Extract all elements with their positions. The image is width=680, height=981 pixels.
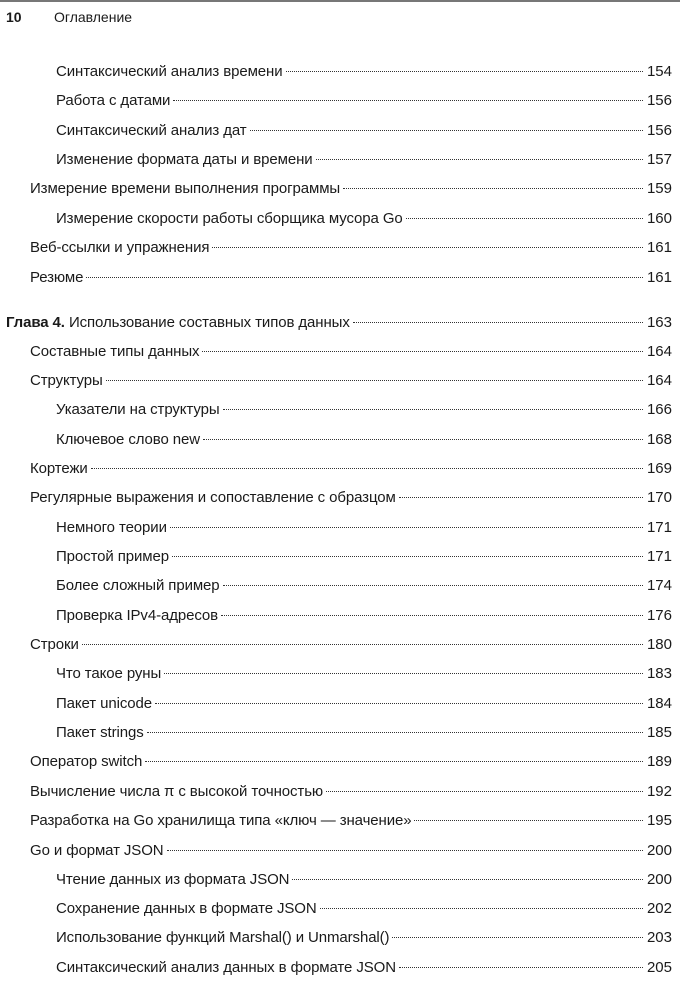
toc-page-number: 200 bbox=[646, 842, 672, 859]
toc-section-entry bbox=[0, 635, 672, 655]
toc-page-number: 164 bbox=[646, 343, 672, 360]
dot-leader bbox=[221, 615, 643, 616]
toc-section-entry bbox=[0, 811, 672, 831]
dot-leader bbox=[164, 673, 643, 674]
toc-entry-title bbox=[56, 928, 389, 948]
dot-leader bbox=[292, 879, 643, 880]
toc-section-entry bbox=[0, 782, 672, 802]
dot-leader bbox=[147, 732, 643, 733]
toc-entry-title bbox=[30, 371, 103, 391]
toc-page-number: 200 bbox=[646, 871, 672, 888]
toc-entry-title bbox=[6, 313, 350, 333]
toc-entry-text: Пакет strings bbox=[56, 724, 144, 741]
toc-entry-text: Оператор switch bbox=[30, 753, 143, 770]
toc-page-number: 176 bbox=[646, 607, 672, 624]
toc-entry-text: Более сложный пример bbox=[56, 577, 220, 594]
toc-entry-title bbox=[56, 400, 220, 420]
dot-leader bbox=[91, 468, 643, 469]
toc-page-number: 156 bbox=[646, 122, 672, 139]
toc-entry-text: Веб-ссылки и упражнения bbox=[30, 239, 210, 256]
toc-section-entry bbox=[0, 371, 672, 391]
toc-subsection-entry bbox=[0, 430, 672, 450]
toc-page-number: 185 bbox=[646, 724, 672, 741]
toc-page-number: 159 bbox=[646, 180, 672, 197]
toc-entry-title bbox=[30, 179, 340, 199]
toc-entry-text: Измерение скорости работы сборщика мусора Go bbox=[56, 210, 403, 227]
toc-page-number: 174 bbox=[646, 577, 672, 594]
toc-page-number: 157 bbox=[646, 151, 672, 168]
toc-entry-title bbox=[30, 811, 411, 831]
toc-entry-text: Что такое руны bbox=[56, 665, 162, 682]
toc-subsection-entry bbox=[0, 870, 672, 890]
toc-entry-title bbox=[56, 723, 144, 743]
toc-entry-title bbox=[56, 150, 313, 170]
toc-subsection-entry bbox=[0, 547, 672, 567]
toc-page-number: 164 bbox=[646, 372, 672, 389]
running-section-title: Оглавление bbox=[54, 9, 133, 25]
toc-page-number: 166 bbox=[646, 401, 672, 418]
toc-chapter-entry bbox=[0, 313, 672, 333]
toc-entry-text: Регулярные выражения и сопоставление с образцом bbox=[30, 489, 396, 506]
toc-entry-title bbox=[56, 664, 161, 684]
toc-section-entry bbox=[0, 179, 672, 199]
toc-subsection-entry bbox=[0, 150, 672, 170]
toc-entry-title bbox=[56, 899, 317, 919]
toc-entry-text: Кортежи bbox=[30, 460, 88, 477]
toc-page-number: 154 bbox=[646, 63, 672, 80]
toc-entry-text: Чтение данных из формата JSON bbox=[56, 871, 290, 888]
dot-leader bbox=[326, 791, 643, 792]
toc-entry-text: Ключевое слово new bbox=[56, 431, 201, 448]
toc-subsection-entry bbox=[0, 518, 672, 538]
toc-page-number: 203 bbox=[646, 929, 672, 946]
toc-entry-title bbox=[30, 841, 164, 861]
toc-entry-text: Вычисление числа π с высокой точностью bbox=[30, 783, 324, 800]
dot-leader bbox=[399, 497, 643, 498]
toc-entry-text: Синтаксический анализ данных в формате JSON bbox=[56, 959, 396, 976]
toc-entry-text: Использование функций Marshal() и Unmarshal() bbox=[56, 929, 390, 946]
toc-subsection-entry bbox=[0, 400, 672, 420]
toc-page-number: 163 bbox=[646, 314, 672, 331]
toc-entry-title bbox=[30, 488, 396, 508]
toc-entry-text: Проверка IPv4-адресов bbox=[56, 607, 219, 624]
dot-leader bbox=[223, 409, 643, 410]
toc-entry-text: Сохранение данных в формате JSON bbox=[56, 900, 317, 917]
toc-entry-text: Измерение времени выполнения программы bbox=[30, 180, 341, 197]
toc-entry-text: Изменение формата даты и времени bbox=[56, 151, 313, 168]
toc-section-entry bbox=[0, 752, 672, 772]
toc-page-number: 160 bbox=[646, 210, 672, 227]
dot-leader bbox=[286, 71, 643, 72]
toc-section-entry bbox=[0, 238, 672, 258]
dot-leader bbox=[167, 850, 643, 851]
toc-subsection-entry bbox=[0, 723, 672, 743]
toc-entry-text: Простой пример bbox=[56, 548, 169, 565]
toc-section-entry bbox=[0, 342, 672, 362]
toc-entry-title bbox=[56, 958, 396, 978]
toc-entry-text: Структуры bbox=[30, 372, 103, 389]
page-number: 10 bbox=[6, 9, 22, 25]
toc-entry-text: Использование составных типов данных bbox=[64, 314, 350, 331]
toc-entry-title bbox=[30, 459, 88, 479]
toc-entry-title bbox=[56, 518, 167, 538]
dot-leader bbox=[202, 351, 643, 352]
toc-entry-text: Немного теории bbox=[56, 519, 167, 536]
toc-entry-text: Синтаксический анализ дат bbox=[56, 122, 247, 139]
toc-page-number: 171 bbox=[646, 519, 672, 536]
toc-entry-text: Пакет unicode bbox=[56, 695, 152, 712]
dot-leader bbox=[173, 100, 643, 101]
toc-page-number: 184 bbox=[646, 695, 672, 712]
toc-entry-text: Строки bbox=[30, 636, 79, 653]
dot-leader bbox=[392, 937, 643, 938]
toc-subsection-entry bbox=[0, 576, 672, 596]
toc-page-number: 189 bbox=[646, 753, 672, 770]
dot-leader bbox=[343, 188, 643, 189]
toc-subsection-entry bbox=[0, 606, 672, 626]
toc-subsection-entry bbox=[0, 899, 672, 919]
toc-subsection-entry bbox=[0, 694, 672, 714]
toc-page-number: 161 bbox=[646, 239, 672, 256]
toc-entry-title bbox=[56, 870, 289, 890]
toc-subsection-entry bbox=[0, 664, 672, 684]
toc-entry-text: Разработка на Go хранилища типа «ключ — значение» bbox=[30, 812, 412, 829]
toc-entry-title bbox=[30, 342, 199, 362]
toc-subsection-entry bbox=[0, 91, 672, 111]
toc-page-number: 170 bbox=[646, 489, 672, 506]
toc-entry-title bbox=[56, 606, 218, 626]
dot-leader bbox=[250, 130, 643, 131]
toc-page-number: 195 bbox=[646, 812, 672, 829]
dot-leader bbox=[223, 585, 643, 586]
toc-entry-title bbox=[56, 547, 169, 567]
toc-section-entry bbox=[0, 488, 672, 508]
toc-entry-title bbox=[56, 576, 220, 596]
dot-leader bbox=[399, 967, 643, 968]
toc-page-number: 169 bbox=[646, 460, 672, 477]
toc-entry-title bbox=[56, 91, 170, 111]
toc-entry-title bbox=[56, 62, 283, 82]
toc-entry-text: Работа с датами bbox=[56, 92, 171, 109]
toc-entry-text: Резюме bbox=[30, 269, 84, 286]
toc-entry-title bbox=[56, 209, 403, 229]
toc-entry-title bbox=[30, 752, 142, 772]
toc-subsection-entry bbox=[0, 958, 672, 978]
dot-leader bbox=[316, 159, 643, 160]
toc-entry-text: Составные типы данных bbox=[30, 343, 200, 360]
toc-page-number: 156 bbox=[646, 92, 672, 109]
toc-subsection-entry bbox=[0, 121, 672, 141]
toc-section-entry bbox=[0, 268, 672, 288]
toc-page-number: 180 bbox=[646, 636, 672, 653]
dot-leader bbox=[212, 247, 643, 248]
dot-leader bbox=[353, 322, 643, 323]
dot-leader bbox=[172, 556, 643, 557]
toc-page-number: 205 bbox=[646, 959, 672, 976]
toc-entry-text: Синтаксический анализ времени bbox=[56, 63, 283, 80]
dot-leader bbox=[203, 439, 643, 440]
toc-section-entry bbox=[0, 841, 672, 861]
toc-entry-title bbox=[30, 635, 79, 655]
toc-entry-text: Указатели на структуры bbox=[56, 401, 220, 418]
toc-entry-title bbox=[30, 238, 209, 258]
toc-entry-title bbox=[56, 430, 200, 450]
toc-page-number: 183 bbox=[646, 665, 672, 682]
toc-entry-title bbox=[56, 694, 152, 714]
dot-leader bbox=[170, 527, 643, 528]
toc-entry-title bbox=[30, 782, 323, 802]
chapter-label: Глава 4. bbox=[6, 314, 65, 331]
toc-page-number: 171 bbox=[646, 548, 672, 565]
toc-entry-title bbox=[30, 268, 83, 288]
dot-leader bbox=[406, 218, 643, 219]
dot-leader bbox=[106, 380, 643, 381]
dot-leader bbox=[82, 644, 643, 645]
dot-leader bbox=[155, 703, 643, 704]
toc-page-number: 161 bbox=[646, 269, 672, 286]
dot-leader bbox=[86, 277, 643, 278]
toc-subsection-entry bbox=[0, 62, 672, 82]
dot-leader bbox=[145, 761, 643, 762]
toc-section-entry bbox=[0, 459, 672, 479]
dot-leader bbox=[414, 820, 643, 821]
toc-entry-title bbox=[56, 121, 247, 141]
toc-entry-text: Go и формат JSON bbox=[30, 842, 164, 859]
toc-subsection-entry bbox=[0, 928, 672, 948]
toc-page-number: 168 bbox=[646, 431, 672, 448]
toc-subsection-entry bbox=[0, 209, 672, 229]
toc-page-number: 192 bbox=[646, 783, 672, 800]
toc-page-number: 202 bbox=[646, 900, 672, 917]
dot-leader bbox=[320, 908, 643, 909]
